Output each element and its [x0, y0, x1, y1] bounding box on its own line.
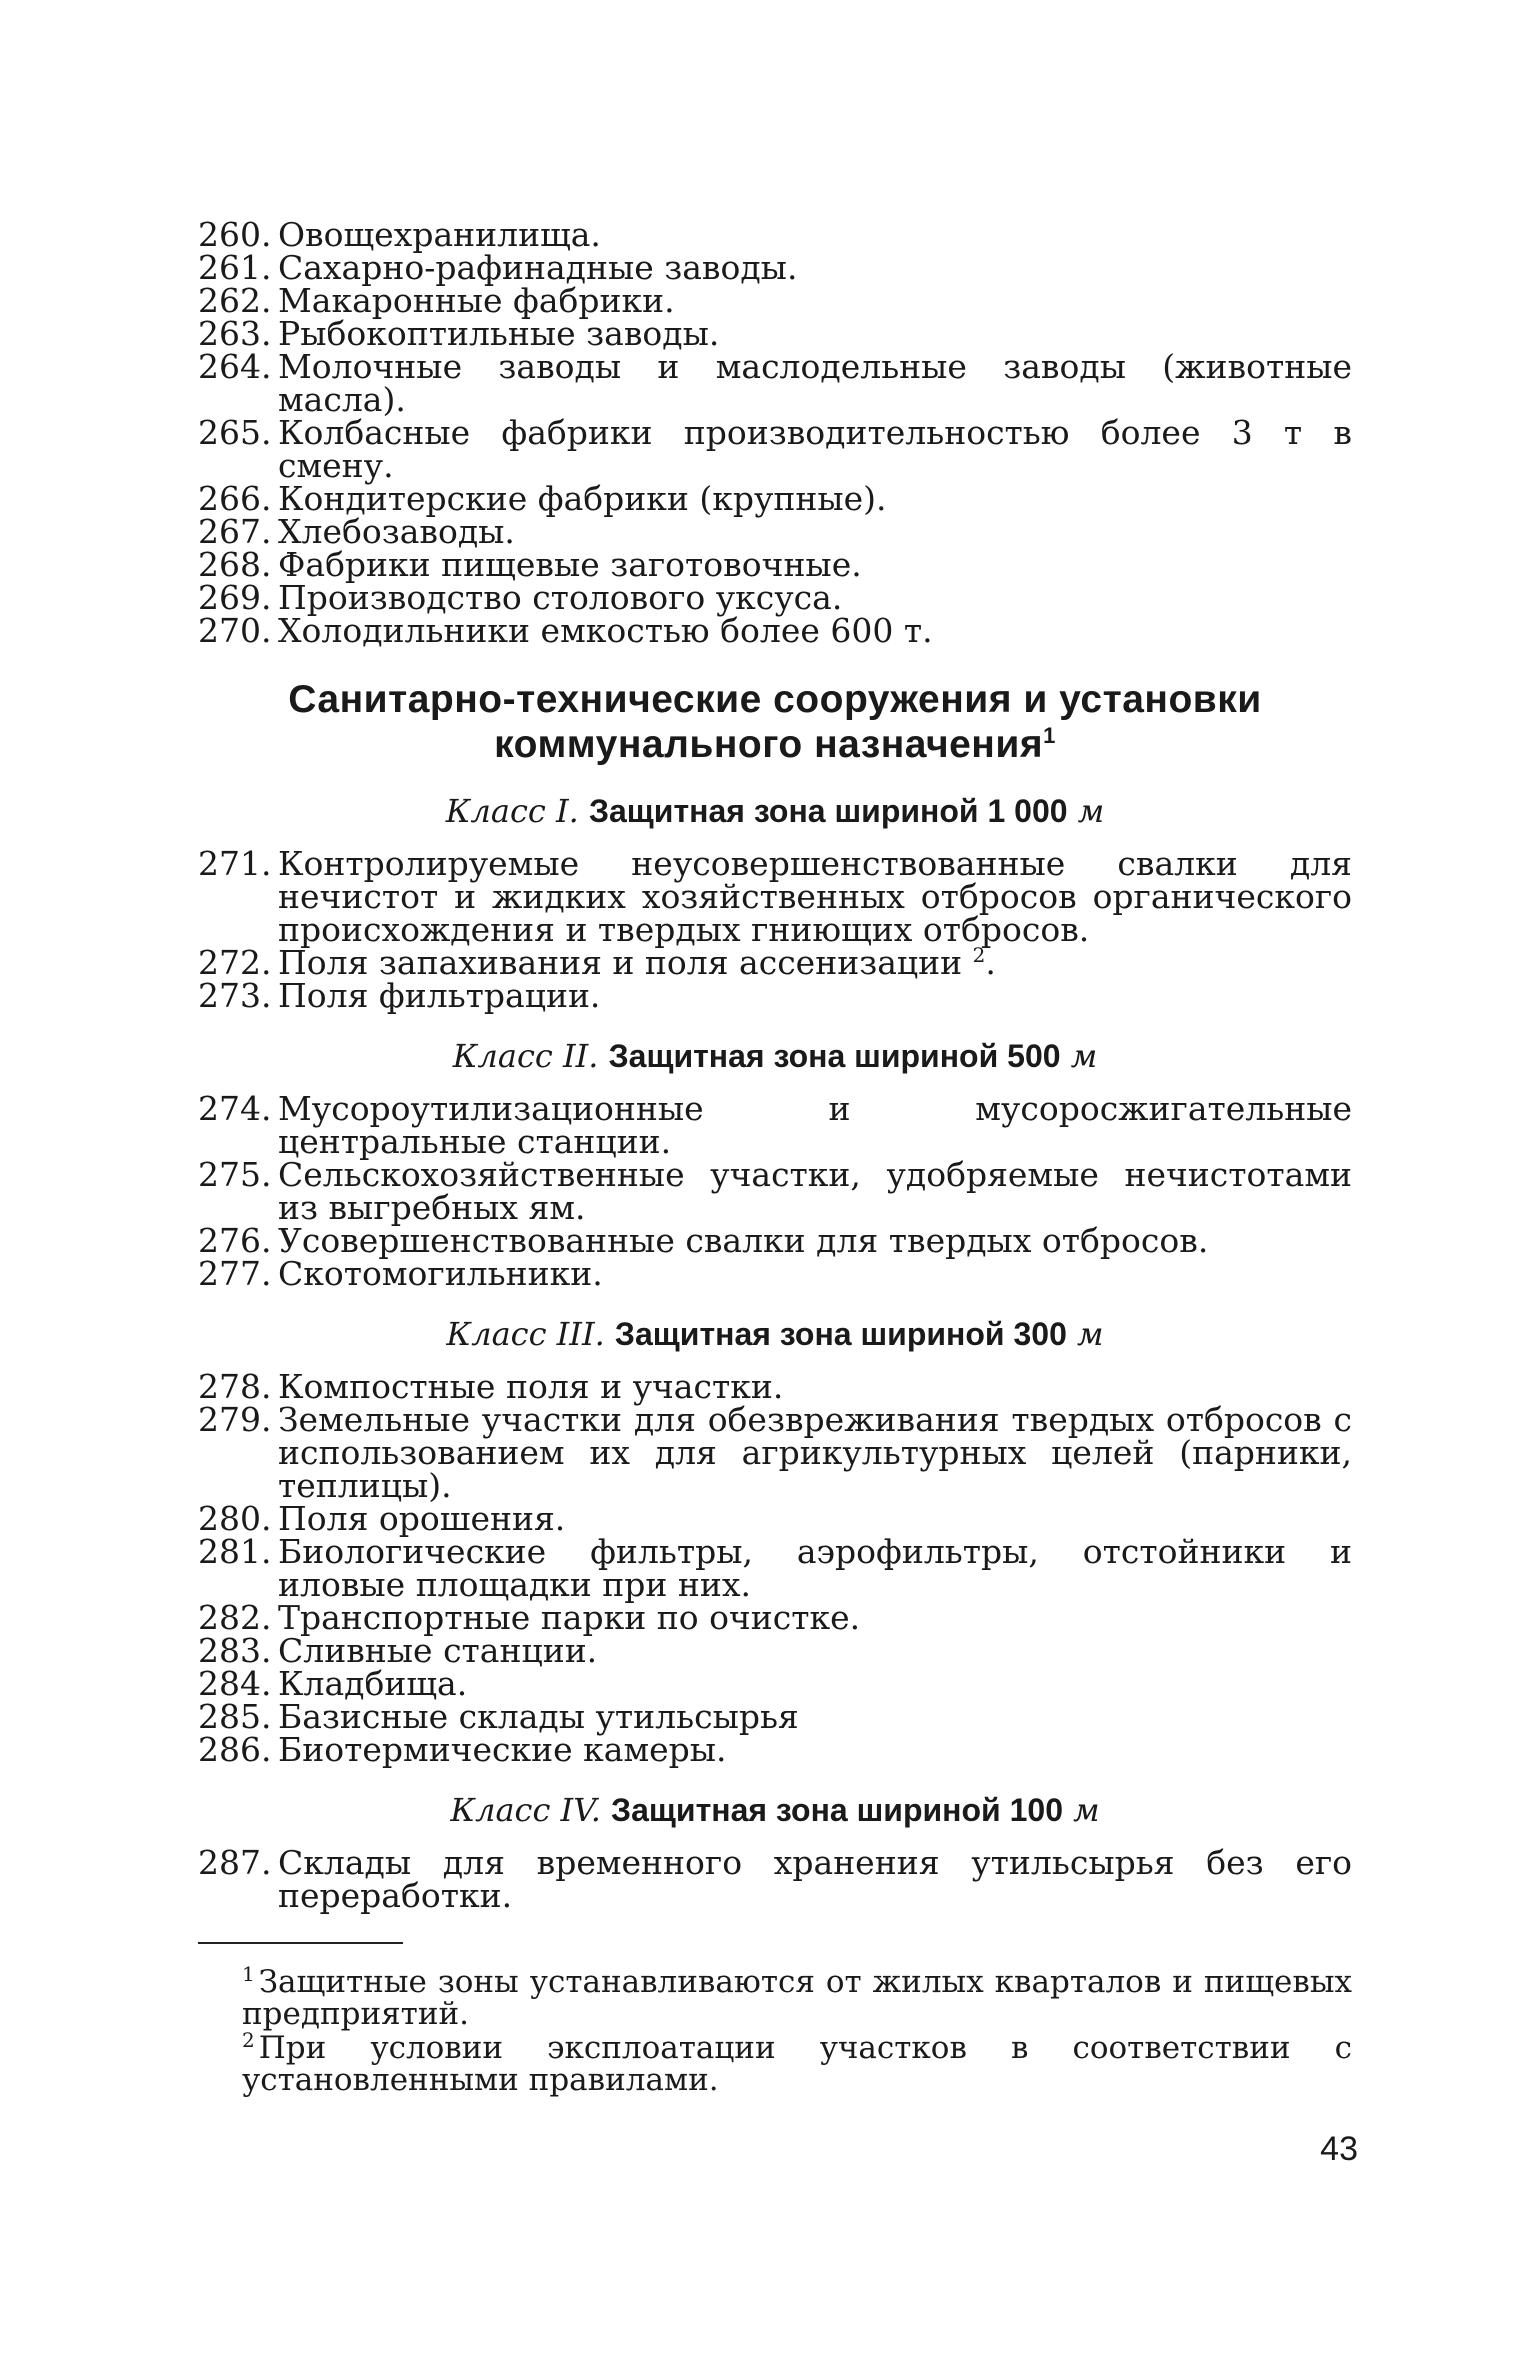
list-item — [198, 578, 1352, 617]
footnote — [198, 1961, 1352, 2032]
class-heading — [198, 1036, 1352, 1076]
item-number: 262. — [198, 281, 272, 320]
list-item — [198, 611, 1352, 650]
item-text: Мусороутилизационные и мусоросжигательные центральные станции. — [278, 1089, 1352, 1161]
item-text: Поля фильтрации. — [278, 976, 601, 1015]
list-item — [198, 1089, 1352, 1161]
class-label: Класс II. — [452, 1037, 599, 1075]
list-item — [198, 413, 1352, 485]
class-zone-unit: м — [1077, 1315, 1104, 1353]
item-text: Макаронные фабрики. — [278, 281, 675, 320]
item-text-wrap — [278, 943, 1352, 982]
item-number: 270. — [198, 611, 272, 650]
item-text: Холодильники емкостью более 600 т. — [278, 611, 933, 650]
footnote-mark: 2 — [242, 2027, 255, 2052]
list-item — [198, 512, 1352, 551]
footnote — [198, 2027, 1352, 2098]
footnote-text: При условии эксплоатации участков в соответствии с установленными правилами. — [242, 2030, 1352, 2098]
list-item — [198, 1367, 1352, 1406]
item-text: Рыбокоптильные заводы. — [278, 314, 720, 353]
item-number: 283. — [198, 1631, 272, 1670]
list-item — [198, 1598, 1352, 1637]
item-text: Усовершенствованные свалки для твердых отбросов. — [278, 1221, 1209, 1260]
item-number: 263. — [198, 314, 272, 353]
item-text: Производство столового уксуса. — [278, 578, 843, 617]
item-number: 273. — [198, 976, 272, 1015]
class-list — [198, 1367, 1352, 1769]
list-item — [198, 1843, 1352, 1915]
item-text: Скотомогильники. — [278, 1254, 603, 1293]
list-item — [198, 844, 1352, 949]
item-number: 279. — [198, 1400, 272, 1439]
item-text: Транспортные парки по очистке. — [278, 1598, 861, 1637]
class-label: Класс III. — [446, 1315, 605, 1353]
item-number: 277. — [198, 1254, 272, 1293]
item-number: 272. — [198, 943, 272, 982]
class-zone-text: Защитная зона шириной 300 — [614, 1316, 1067, 1352]
item-text: Сельскохозяйственные участки, удобряемые нечистотами из выгребных ям. — [278, 1155, 1352, 1227]
list-item — [198, 1155, 1352, 1227]
list-item — [198, 976, 1352, 1015]
class-heading — [198, 1314, 1352, 1354]
list-item — [198, 314, 1352, 353]
class-heading — [198, 1790, 1352, 1830]
item-text: Колбасные фабрики производительностью более 3 т в смену. — [278, 413, 1352, 485]
item-number: 267. — [198, 512, 272, 551]
list-item — [198, 1499, 1352, 1538]
item-number: 268. — [198, 545, 272, 584]
section-heading-line2-wrap — [198, 722, 1352, 767]
class-label: Класс I. — [445, 792, 579, 830]
footnote-mark: 1 — [242, 1961, 255, 1986]
item-number: 266. — [198, 479, 272, 518]
class-zone-unit: м — [1073, 1791, 1100, 1829]
list-item — [198, 479, 1352, 518]
class-zone-unit: м — [1077, 792, 1105, 830]
list-item — [198, 1254, 1352, 1293]
footnote-text: Защитные зоны устанавливаются от жилых кварталов и пищевых предприятий. — [242, 1964, 1352, 2032]
item-number: 261. — [198, 248, 272, 287]
footnote-divider — [198, 1942, 403, 1944]
item-number: 280. — [198, 1499, 272, 1538]
class-zone-unit: м — [1070, 1037, 1098, 1075]
class-zone-text: Защитная зона шириной 1 000 — [588, 793, 1068, 829]
list-item — [198, 1664, 1352, 1703]
item-number: 284. — [198, 1664, 272, 1703]
item-number: 271. — [198, 844, 272, 883]
item-text: Молочные заводы и маслодельные заводы (животные масла). — [278, 347, 1352, 419]
item-number: 281. — [198, 1532, 272, 1571]
section-heading-line1: Санитарно-технические сооружения и установки — [288, 678, 1262, 721]
list-item — [198, 1730, 1352, 1769]
class-heading — [198, 791, 1352, 831]
item-number: 265. — [198, 413, 272, 452]
class-label: Класс IV. — [450, 1791, 601, 1829]
item-number: 278. — [198, 1367, 272, 1406]
item-text: Склады для временного хранения утильсырья без его переработки. — [278, 1843, 1352, 1915]
section-heading — [198, 677, 1352, 767]
item-text: Компостные поля и участки. — [278, 1367, 784, 1406]
list-top — [198, 215, 1352, 650]
item-text: Кондитерские фабрики (крупные). — [278, 479, 887, 518]
item-text: Хлебозаводы. — [278, 512, 515, 551]
item-text: Контролируемые неусовершенствованные свалки для нечистот и жидких хозяйственных отбросов органического происхождения и твердых гниющих отбросов. — [278, 844, 1352, 949]
list-item — [198, 248, 1352, 287]
item-text: Поля орошения. — [278, 1499, 566, 1538]
item-number: 287. — [198, 1843, 272, 1882]
list-item — [198, 1400, 1352, 1505]
list-item — [198, 1631, 1352, 1670]
section-heading-line2: коммунального назначения — [494, 723, 1044, 766]
list-item — [198, 281, 1352, 320]
item-text: Овощехранилища. — [278, 215, 601, 254]
item-text: Фабрики пищевые заготовочные. — [278, 545, 862, 584]
list-item — [198, 1532, 1352, 1604]
item-text: Биологические фильтры, аэрофильтры, отстойники и иловые площадки при них. — [278, 1532, 1352, 1604]
class-zone-text: Защитная зона шириной 100 — [611, 1792, 1063, 1828]
item-number: 264. — [198, 347, 272, 386]
item-text: Земельные участки для обезвреживания твердых отбросов с использованием их для агрикультурных целей (парники, теплицы). — [278, 1400, 1352, 1505]
class-list — [198, 1843, 1352, 1915]
item-number: 275. — [198, 1155, 272, 1194]
item-text: Кладбища. — [278, 1664, 468, 1703]
class-list — [198, 1089, 1352, 1293]
footnote-ref: 1 — [1043, 723, 1056, 748]
item-number: 276. — [198, 1221, 272, 1260]
item-number: 269. — [198, 578, 272, 617]
list-item — [198, 347, 1352, 419]
item-text: Сахарно-рафинадные заводы. — [278, 248, 798, 287]
list-item — [198, 943, 1352, 982]
list-item — [198, 1697, 1352, 1736]
list-item — [198, 215, 1352, 254]
item-text: Базисные склады утильсырья — [278, 1697, 799, 1736]
page-number: 43 — [1320, 2130, 1358, 2168]
list-item — [198, 1221, 1352, 1260]
list-item — [198, 545, 1352, 584]
class-zone-text: Защитная зона шириной 500 — [608, 1038, 1061, 1074]
class-list — [198, 844, 1352, 1015]
text-column — [198, 215, 1352, 2098]
item-text: Поля запахивания и поля ассенизации — [278, 943, 963, 982]
item-number: 260. — [198, 215, 272, 254]
item-number: 285. — [198, 1697, 272, 1736]
item-number: 274. — [198, 1089, 272, 1128]
item-number: 286. — [198, 1730, 272, 1769]
item-text: Сливные станции. — [278, 1631, 598, 1670]
footnote-ref: 2 — [972, 943, 986, 967]
item-text-end: . — [985, 943, 996, 982]
item-text: Биотермические камеры. — [278, 1730, 727, 1769]
item-number: 282. — [198, 1598, 272, 1637]
